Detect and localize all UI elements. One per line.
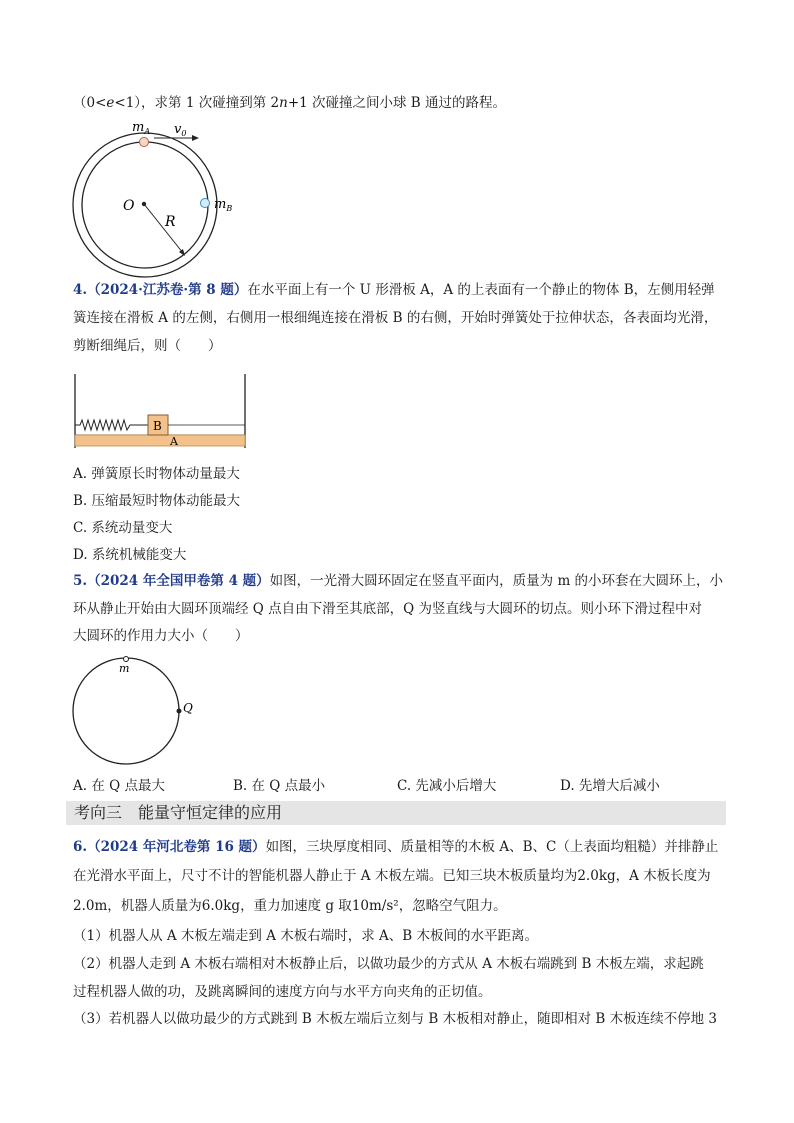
q6-sub2b: 过程机器人做的功，及跳离瞬间的速度方向与水平方向夹角的正切值。 bbox=[73, 984, 492, 1000]
label-mA: $m_A$ bbox=[132, 120, 151, 136]
q5-circle-figure bbox=[66, 650, 216, 770]
label-mB: $m_B$ bbox=[214, 197, 233, 213]
q4-option-c: C. 系统动量变大 bbox=[73, 520, 173, 536]
q3-tail-text: （0<e<1），求第 1 次碰撞到第 2n+1 次碰撞之间小球 B 通过的路程。 bbox=[73, 95, 507, 111]
q5-option-c: C. 先减小后增大 bbox=[397, 778, 497, 794]
q5-line2: 环从静止开始由大圆环顶端经 Q 点自由下滑至其底部，Q 为竖直线与大圆环的切点。则小环下滑过程中对 bbox=[73, 601, 703, 617]
label-v0: $v_0$ bbox=[174, 122, 187, 138]
label-A: A bbox=[170, 435, 178, 448]
section-header: 考向三 能量守恒定律的应用 bbox=[66, 801, 726, 825]
q4-slider-figure bbox=[72, 370, 252, 450]
point-Q bbox=[177, 709, 182, 714]
label-m: m bbox=[119, 662, 130, 675]
label-R: R bbox=[165, 214, 176, 230]
spring bbox=[75, 420, 148, 430]
q5-line1: 5.（2024 年全国甲卷第 4 题）如图，一光滑大圆环固定在竖直平面内，质量为 m 的小环套在大圆环上，小 bbox=[73, 573, 724, 589]
q4-line2: 簧连接在滑板 A 的左侧，右侧用一根细绳连接在滑板 B 的右侧，开始时弹簧处于拉伸状态，各表面均光滑， bbox=[73, 310, 718, 326]
q4-option-a: A. 弹簧原长时物体动量最大 bbox=[73, 466, 240, 482]
ball-mB bbox=[201, 199, 210, 208]
label-Q: Q bbox=[183, 701, 193, 715]
ball-mA bbox=[140, 138, 149, 147]
q6-sub1: （1）机器人从 A 木板左端走到 A 木板右端时，求 A、B 木板间的水平距离。 bbox=[73, 928, 539, 944]
q5-line3: 大圆环的作用力大小（ ） bbox=[73, 628, 249, 644]
q4-option-d: D. 系统机械能变大 bbox=[73, 547, 187, 563]
q5-option-d: D. 先增大后减小 bbox=[560, 778, 660, 794]
q6-line2: 在光滑水平面上，尺寸不计的智能机器人静止于 A 木板左端。已知三块木板质量均为2.0kg，A 木板长度为 bbox=[73, 868, 711, 884]
q6-sub2a: （2）机器人走到 A 木板右端相对木板静止后，以做功最少的方式从 A 木板右端跳到 B 木板左端，求起跳 bbox=[73, 956, 704, 972]
small-ring-m bbox=[124, 657, 129, 662]
q4-option-b: B. 压缩最短时物体动能最大 bbox=[73, 493, 241, 509]
q5-option-a: A. 在 Q 点最大 bbox=[73, 778, 165, 794]
label-O: O bbox=[123, 198, 135, 214]
q4-line1: 4.（2024·江苏卷·第 8 题）在水平面上有一个 U 形滑板 A，A 的上表面有一个静止的物体 B，左侧用轻弹 bbox=[73, 282, 715, 298]
q5-option-b: B. 在 Q 点最小 bbox=[233, 778, 326, 794]
radius-R bbox=[144, 204, 183, 253]
label-B: B bbox=[153, 419, 162, 433]
q3-ring-figure bbox=[66, 120, 256, 280]
board-A bbox=[75, 435, 245, 446]
q4-line3: 剪断细绳后，则（ ） bbox=[73, 338, 222, 354]
q6-sub3: （3）若机器人以做功最少的方式跳到 B 木板左端后立刻与 B 木板相对静止，随即相对 B 木板连续不停地 3 bbox=[73, 1011, 717, 1027]
q6-line3: 2.0m，机器人质量为6.0kg，重力加速度 g 取10m/s²，忽略空气阻力。 bbox=[73, 898, 507, 914]
q6-line1: 6.（2024 年河北卷第 16 题）如图，三块厚度相同、质量相等的木板 A、B、C（上表面均粗糙）并排静止 bbox=[73, 839, 719, 855]
